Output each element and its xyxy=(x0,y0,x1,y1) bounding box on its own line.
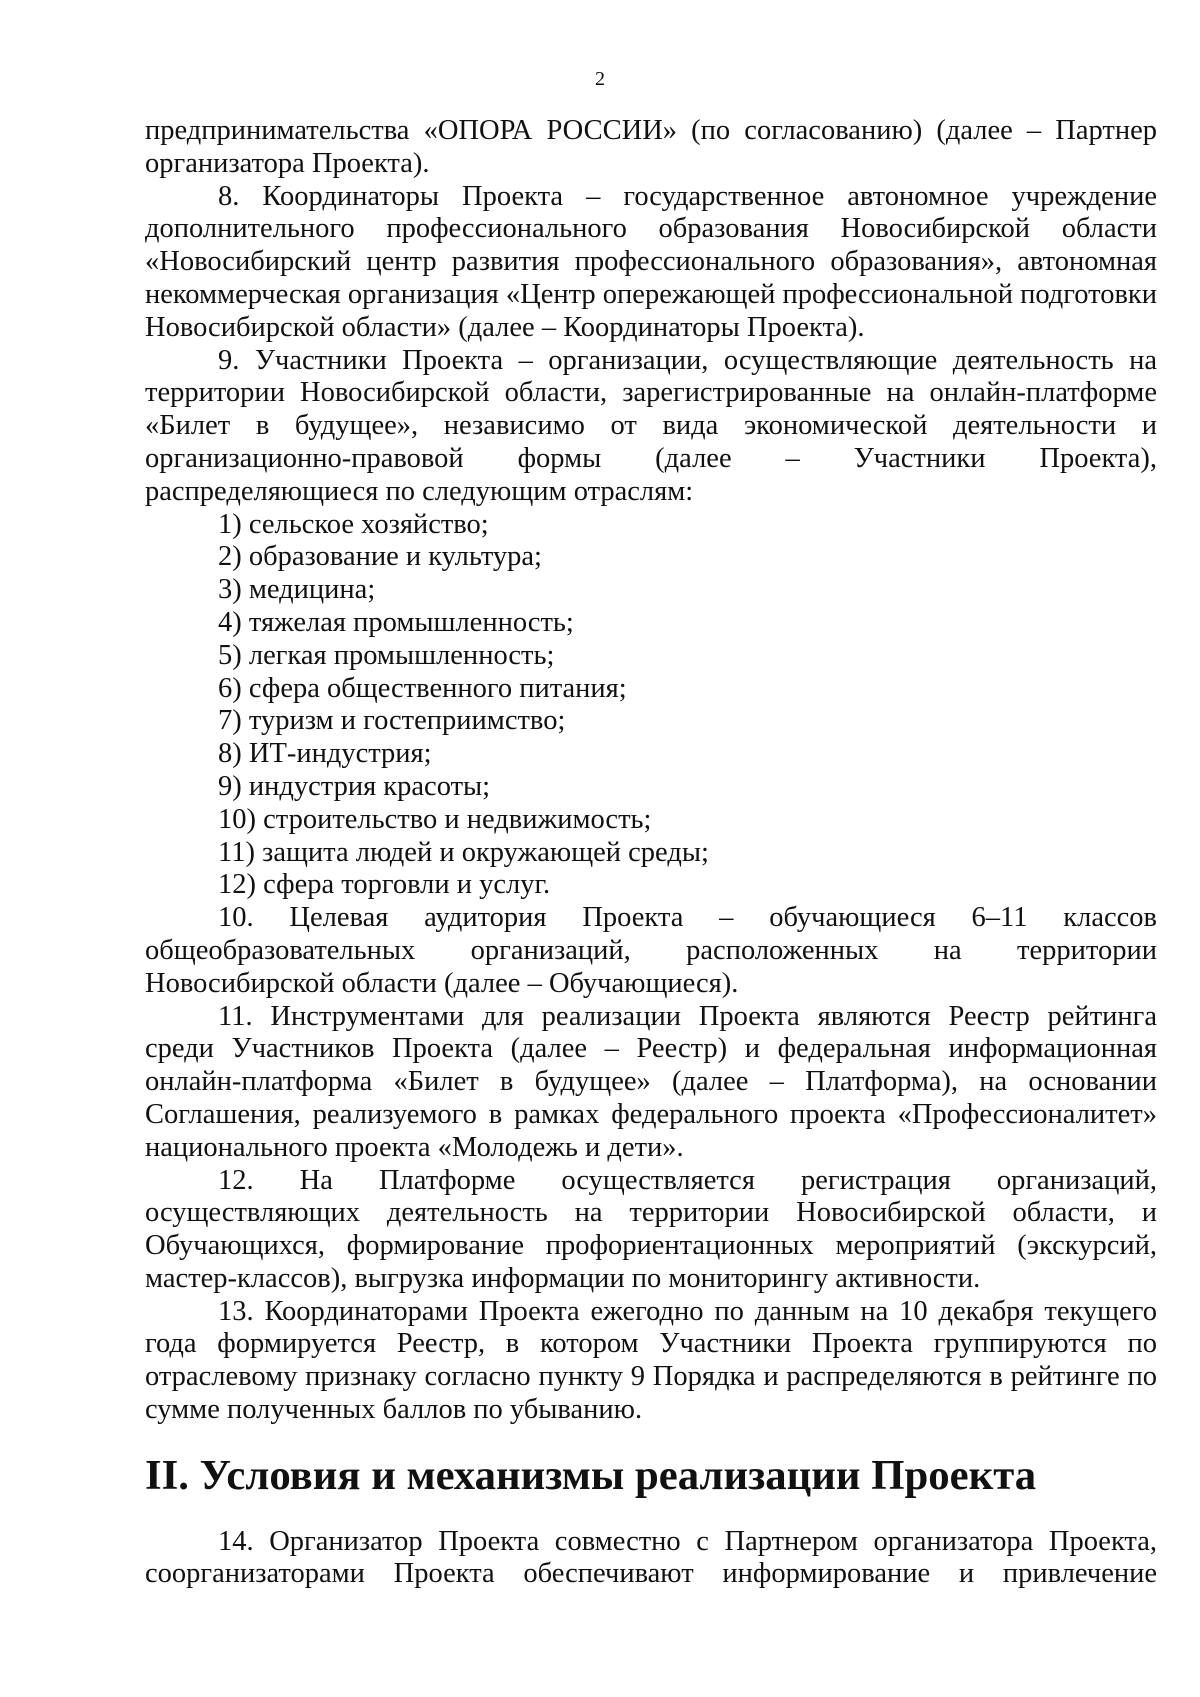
paragraph-14-organizer: 14. Организатор Проекта совместно с Партнером организатора Проекта, соорганизаторами Проекта обеспечивают информирование и привлечение xyxy=(145,1525,1157,1590)
list-item: 11) защита людей и окружающей среды; xyxy=(218,836,709,868)
document-body xyxy=(145,115,1157,1591)
paragraph-13-registry: 13. Координаторами Проекта ежегодно по данным на 10 декабря текущего года формируется Реестр, в котором Участники Проекта группируются по отраслевому признаку согласно пункту 9 Порядка и распределяются в рейтинге по сумме полученных баллов по убыванию. xyxy=(145,1295,1157,1426)
list-item: 5) легкая промышленность; xyxy=(218,639,555,671)
list-item: 3) медицина; xyxy=(218,574,376,606)
list-item: 4) тяжелая промышленность; xyxy=(218,606,574,638)
section-heading: II. Условия и механизмы реализации Проекта xyxy=(145,1451,1037,1499)
industries-list xyxy=(145,509,1157,903)
paragraph-12-platform: 12. На Платформе осуществляется регистрация организаций, осуществляющих деятельность на территории Новосибирской области, и Обучающихся, формирование профориентационных мероприятий (экскурсий, мастер-классов), выгрузка информации по мониторингу активности. xyxy=(145,1164,1157,1294)
page-number: 2 xyxy=(595,68,605,90)
paragraph-11-tools: 11. Инструментами для реализации Проекта являются Реестр рейтинга среди Участников Проекта (далее – Реестр) и федеральная информационная онлайн-платформа «Билет в будущее» (далее – Платформа), на основании Соглашения, реализуемого в рамках федерального проекта «Профессионалитет» национального проекта «Молодежь и дети». xyxy=(145,1000,1157,1163)
paragraph-10-audience: 10. Целевая аудитория Проекта – обучающиеся 6–11 классов общеобразовательных организаций, расположенных на территории Новосибирской области (далее – Обучающиеся). xyxy=(145,902,1157,999)
paragraph-8-coordinators: 8. Координаторы Проекта – государственное автономное учреждение дополнительного профессионального образования Новосибирской области «Новосибирский центр развития профессионального образования», автономная некоммерческая организация «Центр опережающей профессиональной подготовки Новосибирской области» (далее – Координаторы Проекта). xyxy=(145,180,1158,343)
list-item: 6) сфера общественного питания; xyxy=(218,672,627,704)
list-item: 8) ИТ-индустрия; xyxy=(218,738,432,770)
list-item: 1) сельское хозяйство; xyxy=(218,508,489,540)
paragraph-partner: предпринимательства «ОПОРА РОССИИ» (по согласованию) (далее – Партнер организатора Проекта). xyxy=(145,115,1157,179)
list-item: 12) сфера торговли и услуг. xyxy=(218,869,551,901)
list-item: 7) туризм и гостеприимство; xyxy=(218,705,566,737)
list-item: 10) строительство и недвижимость; xyxy=(218,803,652,835)
list-item: 9) индустрия красоты; xyxy=(218,770,491,802)
list-item: 2) образование и культура; xyxy=(218,541,542,573)
paragraph-9-participants: 9. Участники Проекта – организации, осуществляющие деятельность на территории Новосибирской области, зарегистрированные на онлайн-платформе «Билет в будущее», независимо от вида экономической деятельности и организационно-правовой формы (далее – Участники Проекта), распределяющиеся по следующим отраслям: xyxy=(145,344,1157,507)
